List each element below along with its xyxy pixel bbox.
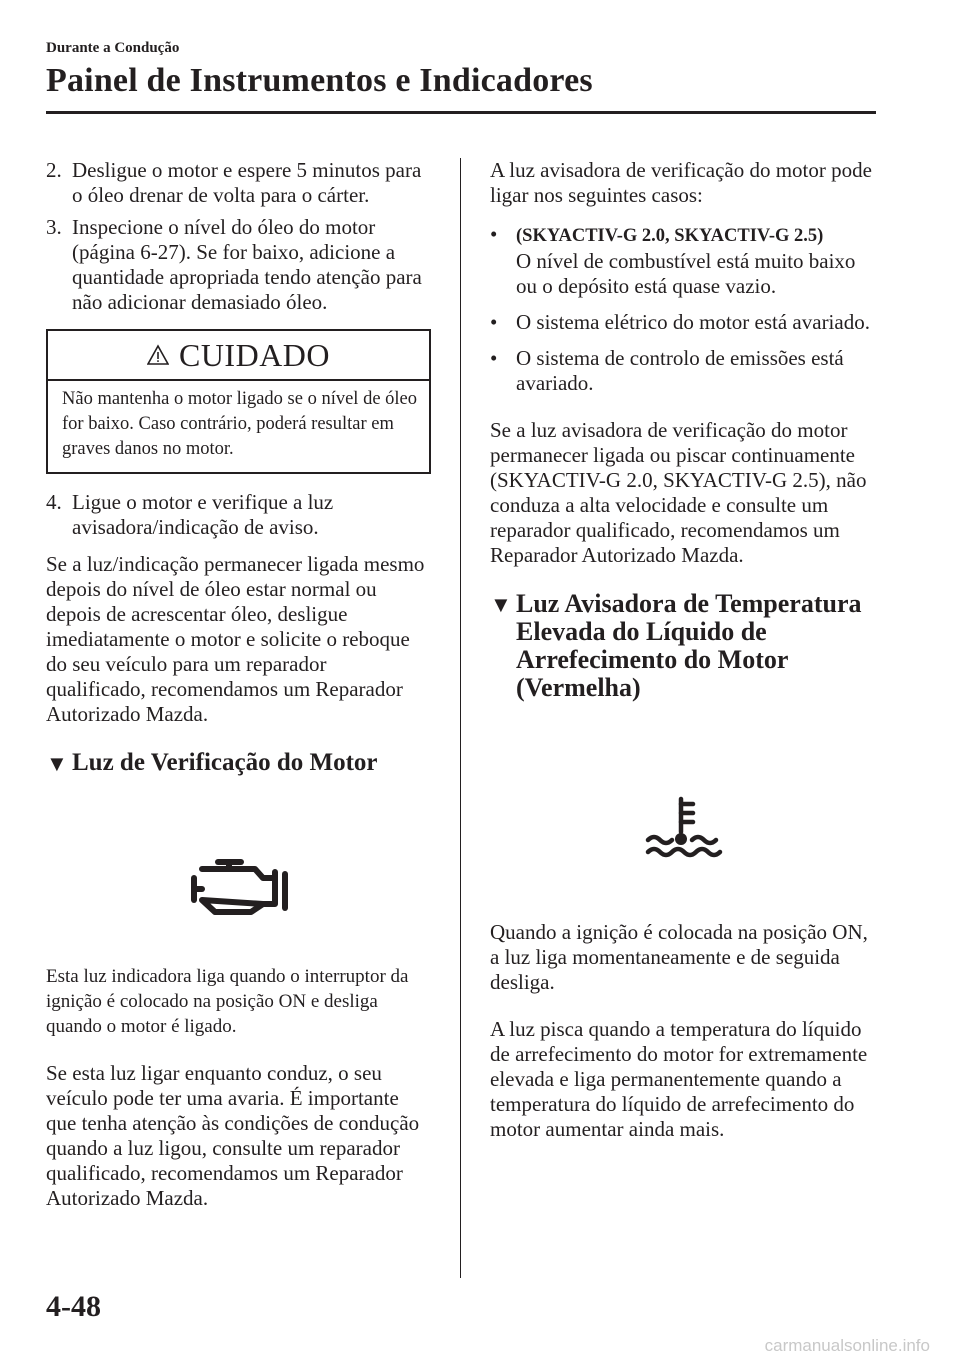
step-text: Inspecione o nível do óleo do motor (página 6-27). Se for baixo, adicione a quantidade apropriada tendo atenção para não adicionar demasiado óleo. (72, 215, 422, 314)
caution-title: CUIDADO (178, 336, 331, 373)
check-engine-icon (185, 856, 293, 916)
section-marker: ▼ (490, 592, 512, 617)
section-marker: ▼ (46, 751, 68, 776)
bullet-text: O nível de combustível está muito baixo ou o depósito está quase vazio. (516, 249, 856, 298)
section-title-text: Luz de Verificação do Motor (72, 749, 378, 776)
paragraph-intro: A luz avisadora de verificação do motor pode ligar nos seguintes casos: (490, 158, 872, 207)
step-number: 4. (46, 490, 62, 514)
model-label: (SKYACTIV-G 2.0, SKYACTIV-G 2.5) (516, 226, 824, 246)
bullet-dot: • (490, 222, 498, 246)
step-number: 3. (46, 215, 62, 239)
warning-triangle-icon (147, 344, 169, 366)
check-engine-icon-wrapper (46, 856, 431, 916)
step-4 (46, 490, 431, 540)
step-3 (46, 215, 431, 315)
coolant-temperature-icon (645, 796, 725, 858)
list-item (490, 310, 880, 335)
caution-box (46, 329, 431, 474)
page-number: 4-48 (46, 1290, 101, 1323)
paragraph-check-engine-driving: Se esta luz ligar enquanto conduz, o seu veículo pode ter uma avaria. É importante que tenha atenção às condições de condução quando a luz ligou, consulte um reparador qualificado, recomendamos um Reparador Autorizado Mazda. (46, 1061, 420, 1210)
bullet-text: O sistema de controlo de emissões está avariado. (516, 346, 844, 395)
right-column (490, 158, 880, 1164)
paragraph-check-engine-persistent: Se a luz avisadora de verificação do motor permanecer ligada ou piscar continuamente (SKYACTIV-G 2.0, SKYACTIV-G 2.5), não conduza a alta velocidade e consulte um reparador qualificado, recomendamos um Reparador Autorizado Mazda. (490, 418, 867, 567)
list-item (490, 222, 880, 299)
bullet-dot: • (490, 346, 498, 370)
caution-text: Não mantenha o motor ligado se o nível de óleo for baixo. Caso contrário, poderá resultar em graves danos no motor. (62, 389, 418, 459)
paragraph-coolant-on: Quando a ignição é colocada na posição ON, a luz liga momentaneamente e de seguida desliga. (490, 920, 868, 994)
step-text: Desligue o motor e espere 5 minutos para o óleo drenar de volta para o cárter. (72, 158, 422, 207)
caution-header (48, 331, 429, 381)
paragraph-coolant-flash: A luz pisca quando a temperatura do líquido de arrefecimento do motor for extremamente elevada e liga permanentemente quando a temperatura do líquido de arrefecimento do motor aumentar ainda mais. (490, 1017, 868, 1141)
paragraph-check-engine-on: Esta luz indicadora liga quando o interruptor da ignição é colocado na posição ON e desliga quando o motor é ligado. (46, 966, 409, 1037)
bullet-dot: • (490, 310, 498, 334)
coolant-icon-wrapper (490, 796, 880, 858)
paragraph-oil-warning: Se a luz/indicação permanecer ligada mesmo depois do nível de óleo estar normal ou depois de acrescentar óleo, desligue imediatamente o motor e solicite o reboque do seu veículo para um reparador qualificado, recomendamos um Reparador Autorizado Mazda. (46, 552, 425, 726)
header-rule (46, 111, 876, 114)
list-item (490, 346, 880, 396)
section-heading-coolant (490, 590, 880, 702)
section-heading-check-engine (46, 749, 431, 778)
left-column (46, 158, 431, 1233)
step-2 (46, 158, 431, 208)
step-text: Ligue o motor e verifique a luz avisadora/indicação de aviso. (72, 490, 334, 539)
bullet-text: O sistema elétrico do motor está avariado. (516, 310, 870, 334)
page-title: Painel de Instrumentos e Indicadores (46, 62, 593, 99)
watermark: carmanualsonline.info (764, 1336, 930, 1355)
section-label: Durante a Condução (46, 40, 180, 56)
section-title-text: Luz Avisadora de Temperatura Elevada do Líquido de Arrefecimento do Motor (Vermelha) (516, 589, 862, 702)
column-divider (460, 158, 461, 1278)
step-number: 2. (46, 158, 62, 182)
